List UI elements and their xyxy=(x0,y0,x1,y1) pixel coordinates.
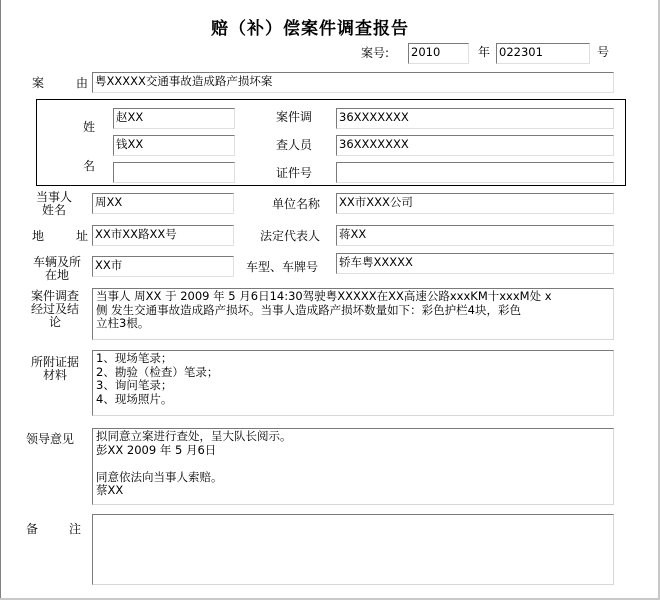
legal-rep-field[interactable]: 蒋XX xyxy=(336,225,614,246)
vehicle-plate-label: 车型、车牌号 xyxy=(246,260,319,274)
investigation-textarea[interactable]: 当事人 周XX 于 2009 年 5 月6日14:30驾驶粤XXXXX在XX高速公路xxxKM十xxxM处 x 侧 发生交通事故造成路产损坏。当事人造成路产损坏数量如下：彩色护栏4块，彩色 立柱3根。 xyxy=(92,288,614,340)
leadership-label: 领导意见 xyxy=(26,432,75,446)
report-title: 赔（补）偿案件调查报告 xyxy=(211,19,409,39)
address-label-b: 址 xyxy=(76,229,89,243)
investigator-id-1[interactable]: 36XXXXXXX xyxy=(336,108,614,129)
cause-label-a: 案 xyxy=(32,76,45,90)
party-name-label: 当事人 姓名 xyxy=(35,190,72,217)
leadership-textarea[interactable]: 拟同意立案进行查处，呈大队长阅示。 彭XX 2009 年 5 月6日 同意依法向当事人索赔。 蔡XX xyxy=(92,428,614,505)
address-label-a: 地 xyxy=(32,229,45,243)
vehicle-plate-field[interactable]: 轿车粤XXXXX xyxy=(336,253,614,274)
investigator-name-2[interactable]: 钱XX xyxy=(113,135,235,156)
remarks-textarea[interactable] xyxy=(92,514,614,585)
name-label-bottom: 名 xyxy=(83,159,96,173)
vehicle-location-field[interactable]: XX市 xyxy=(92,256,234,277)
cause-label-b: 由 xyxy=(76,76,89,90)
case-no-label: 案号: xyxy=(361,46,390,60)
address-field[interactable]: XX市XX路XX号 xyxy=(92,225,234,246)
investigator-id-2[interactable]: 36XXXXXXX xyxy=(336,135,614,156)
legal-rep-label: 法定代表人 xyxy=(260,229,321,243)
party-name-field[interactable]: 周XX xyxy=(92,193,234,214)
evidence-label: 所附证据 材料 xyxy=(30,355,79,382)
unit-name-label: 单位名称 xyxy=(272,197,321,211)
remarks-label-b: 注 xyxy=(69,522,82,536)
window-frame-left xyxy=(0,0,1,600)
vehicle-location-label: 车辆及所 在地 xyxy=(32,255,81,282)
case-number-field[interactable]: 022301 xyxy=(496,43,590,64)
case-year-suffix: 年 xyxy=(478,45,491,59)
name-label-top: 姓 xyxy=(83,120,96,134)
case-year-field[interactable]: 2010 xyxy=(408,43,469,64)
role-label-1: 案件调 xyxy=(276,110,313,124)
investigator-name-3[interactable] xyxy=(113,162,235,183)
role-label-2: 查人员 xyxy=(276,138,313,152)
evidence-textarea[interactable]: 1、现场笔录； 2、勘验（检查）笔录； 3、询问笔录； 4、现场照片。 xyxy=(92,350,614,416)
unit-name-field[interactable]: XX市XXX公司 xyxy=(336,193,614,214)
investigator-id-3[interactable] xyxy=(336,162,614,183)
case-number-suffix: 号 xyxy=(597,45,610,59)
cause-field[interactable]: 粤XXXXX交通事故造成路产损坏案 xyxy=(92,72,614,93)
investigation-label: 案件调查 经过及结 论 xyxy=(30,289,79,329)
remarks-label-a: 备 xyxy=(26,522,39,536)
investigator-name-1[interactable]: 赵XX xyxy=(113,108,235,129)
role-label-3: 证件号 xyxy=(276,166,313,180)
